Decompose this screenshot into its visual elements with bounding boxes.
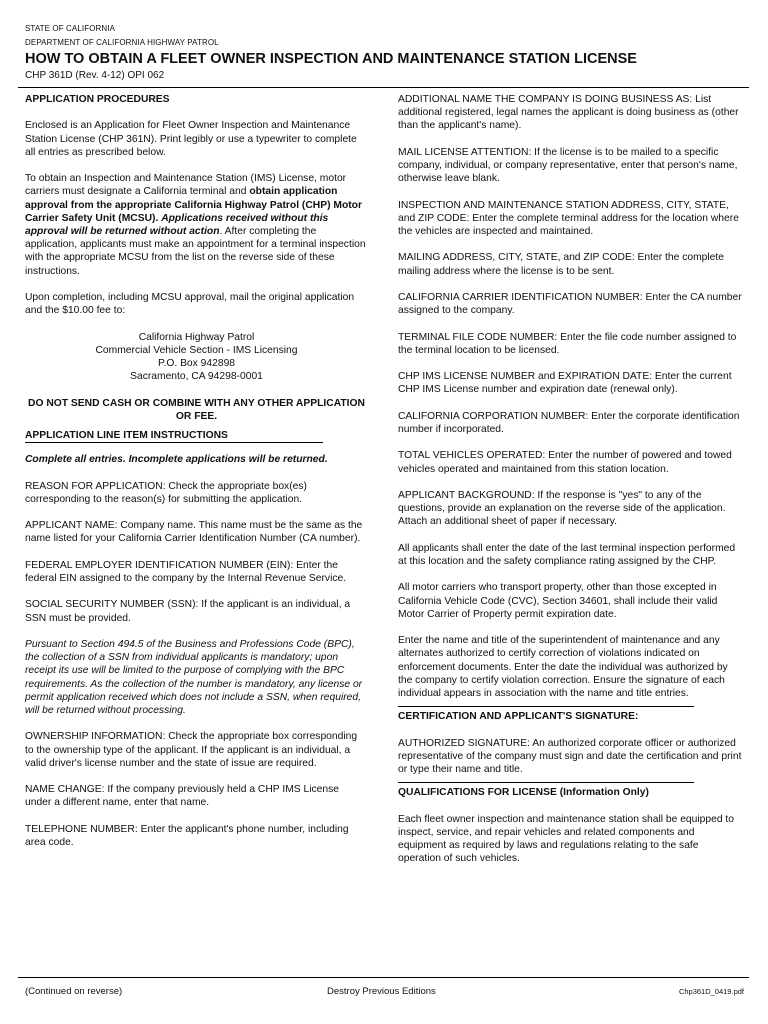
form-number: CHP 361D (Rev. 4-12) OPI 062	[25, 70, 165, 81]
line-item-heading-wrap	[25, 429, 323, 443]
mailing-instructions: Upon completion, including MCSU approval, mail the original application and the $10.00 fee to:	[25, 292, 355, 317]
certification-heading: CERTIFICATION AND APPLICANT'S SIGNATURE:	[398, 711, 639, 723]
intro-paragraph: Enclosed is an Application for Fleet Owner Inspection and Maintenance Station License (CHP 361N). Print legibly or use a typewriter to complete all entries as prescribed below.	[25, 120, 357, 158]
corporation-number-instructions: CALIFORNIA CORPORATION NUMBER: Enter the corporate identification number if incorporated.	[398, 410, 740, 435]
qualifications-divider	[398, 782, 694, 783]
line-item-heading: APPLICATION LINE ITEM INSTRUCTIONS	[25, 430, 228, 441]
last-inspection-instructions: All applicants shall enter the date of the last terminal inspection performed at this location and the safety compliance rating assigned by the CHP.	[398, 542, 736, 567]
left-column	[25, 93, 368, 862]
address-line-2: Commercial Vehicle Section - IMS Licensing	[95, 344, 298, 356]
dba-instructions: ADDITIONAL NAME THE COMPANY IS DOING BUSINESS AS: List additional registered, legal names the applicant is doing business as (other than the applicant's name).	[398, 94, 739, 132]
ssn-instructions: SOCIAL SECURITY NUMBER (SSN): If the applicant is an individual, a SSN must be provided.	[25, 599, 351, 624]
background-instructions: APPLICANT BACKGROUND: If the response is "yes" to any of the questions, provide an explanation on the reverse side of the application. Attach an additional sheet of paper if necessary.	[398, 489, 726, 528]
rejection-warning: Applications received without this approval will be returned without action	[25, 212, 329, 237]
mail-attention-instructions: MAIL LICENSE ATTENTION: If the license is to be mailed to a specific company, individual, or company representative, enter that person's name, otherwise leave blank.	[398, 146, 738, 185]
procedures-heading: APPLICATION PROCEDURES	[25, 94, 170, 105]
qualifications-text: Each fleet owner inspection and maintenance station shall be equipped to inspect, service, and repair vehicles and related components and equipment as required by laws and regulations relating to the safe operation of such vehicles.	[398, 813, 735, 865]
address-line-1: California Highway Patrol	[138, 331, 255, 343]
ca-number-instructions: CALIFORNIA CARRIER IDENTIFICATION NUMBER: Enter the CA number assigned to the company.	[398, 291, 742, 317]
department-label: DEPARTMENT OF CALIFORNIA HIGHWAY PATROL	[25, 38, 219, 47]
header-divider	[18, 87, 749, 88]
telephone-instructions: TELEPHONE NUMBER: Enter the applicant's phone number, including area code.	[25, 823, 349, 848]
state-label: STATE OF CALIFORNIA	[25, 24, 116, 33]
requirements-text: To obtain an Inspection and Maintenance Station (IMS) License, motor carriers must designate a California terminal and	[25, 173, 347, 198]
right-column	[398, 93, 743, 879]
qualifications-heading: QUALIFICATIONS FOR LICENSE (Information Only)	[398, 787, 649, 799]
footer-divider	[18, 977, 749, 978]
terminal-code-instructions: TERMINAL FILE CODE NUMBER: Enter the file code number assigned to the terminal location to be licensed.	[398, 331, 737, 356]
ownership-instructions: OWNERSHIP INFORMATION: Check the appropriate box corresponding to the ownership type of the applicant. If the applicant is an individual, a valid driver's license number and the state of issue are required.	[25, 731, 358, 769]
applicant-name-instructions: APPLICANT NAME: Company name. This name must be the same as the name listed for your California Carrier Identification Number (CA number).	[25, 520, 363, 545]
page-title: HOW TO OBTAIN A FLEET OWNER INSPECTION AND MAINTENANCE STATION LICENSE	[25, 51, 637, 67]
reason-instructions: REASON FOR APPLICATION: Check the appropriate box(es) corresponding to the reason(s) for submitting the application.	[25, 480, 307, 505]
approval-requirement: obtain application approval from the appropriate California Highway Patrol (CHP) Motor Carrier Safety Unit (MCSU).	[25, 186, 362, 224]
certification-divider	[398, 706, 694, 707]
mailing-address-block	[25, 331, 368, 384]
total-vehicles-instructions: TOTAL VEHICLES OPERATED: Enter the number of powered and towed vehicles operated and maintained from this station location.	[398, 450, 732, 475]
ein-instructions: FEDERAL EMPLOYER IDENTIFICATION NUMBER (EIN): Enter the federal EIN assigned to the company by the Internal Revenue Service.	[25, 559, 347, 584]
property-carrier-instructions: All motor carriers who transport property, other than those excepted in California Vehicle Code (CVC), Section 34601, shall include their valid Motor Carrier of Property permit expiration date.	[398, 582, 718, 620]
address-line-3: P.O. Box 942898	[157, 358, 236, 369]
ims-address-instructions: INSPECTION AND MAINTENANCE STATION ADDRESS, CITY, STATE, and ZIP CODE: Enter the complete terminal address for the location where the vehicles are inspected and maintained.	[398, 199, 739, 237]
license-requirements-paragraph	[25, 172, 368, 278]
appointment-text: . After completing the application, applicants must make an appointment for a terminal inspection with the appropriate MCSU from the list on the reverse side of these instructions.	[25, 226, 366, 277]
complete-entries-notice: Complete all entries. Incomplete applications will be returned.	[25, 454, 328, 466]
destroy-editions-note: Destroy Previous Editions	[327, 986, 436, 997]
ims-license-instructions: CHP IMS LICENSE NUMBER and EXPIRATION DATE: Enter the current CHP IMS License number and expiration date (renewal only).	[398, 371, 732, 396]
continued-note: (Continued on reverse)	[25, 986, 123, 997]
address-line-4: Sacramento, CA 94298-0001	[130, 371, 263, 383]
mailing-address-instructions: MAILING ADDRESS, CITY, STATE, and ZIP CODE: Enter the complete mailing address where the license is to be sent.	[398, 252, 724, 277]
cash-warning: DO NOT SEND CASH OR COMBINE WITH ANY OTHER APPLICATION OR FEE.	[28, 397, 365, 422]
name-change-instructions: NAME CHANGE: If the company previously held a CHP IMS License under a different name, enter that name.	[25, 784, 339, 809]
file-name: Chp361D_0419.pdf	[678, 987, 744, 996]
authorized-signature-instructions: AUTHORIZED SIGNATURE: An authorized corporate officer or authorized representative of the company must sign and date the certification and print or type their name and title.	[398, 737, 742, 775]
bpc-notice: Pursuant to Section 494.5 of the Business and Professions Code (BPC), the collection of a SSN from individual applicants is mandatory; upon receipt its use will be limited to the purpose of complying with the BPC requirements. As the collection of the number is mandatory, any license or permit application received which does not include a SSN, when required, will be returned without processing.	[25, 638, 363, 716]
superintendent-instructions: Enter the name and title of the superintendent of maintenance and any alternates authorized to certify correction of violations indicated on enforcement documents. Enter the date the individual was authorized by the company to certify violation correction. Ensure the signature of each individual appears in association with the name and title entries.	[398, 635, 728, 699]
